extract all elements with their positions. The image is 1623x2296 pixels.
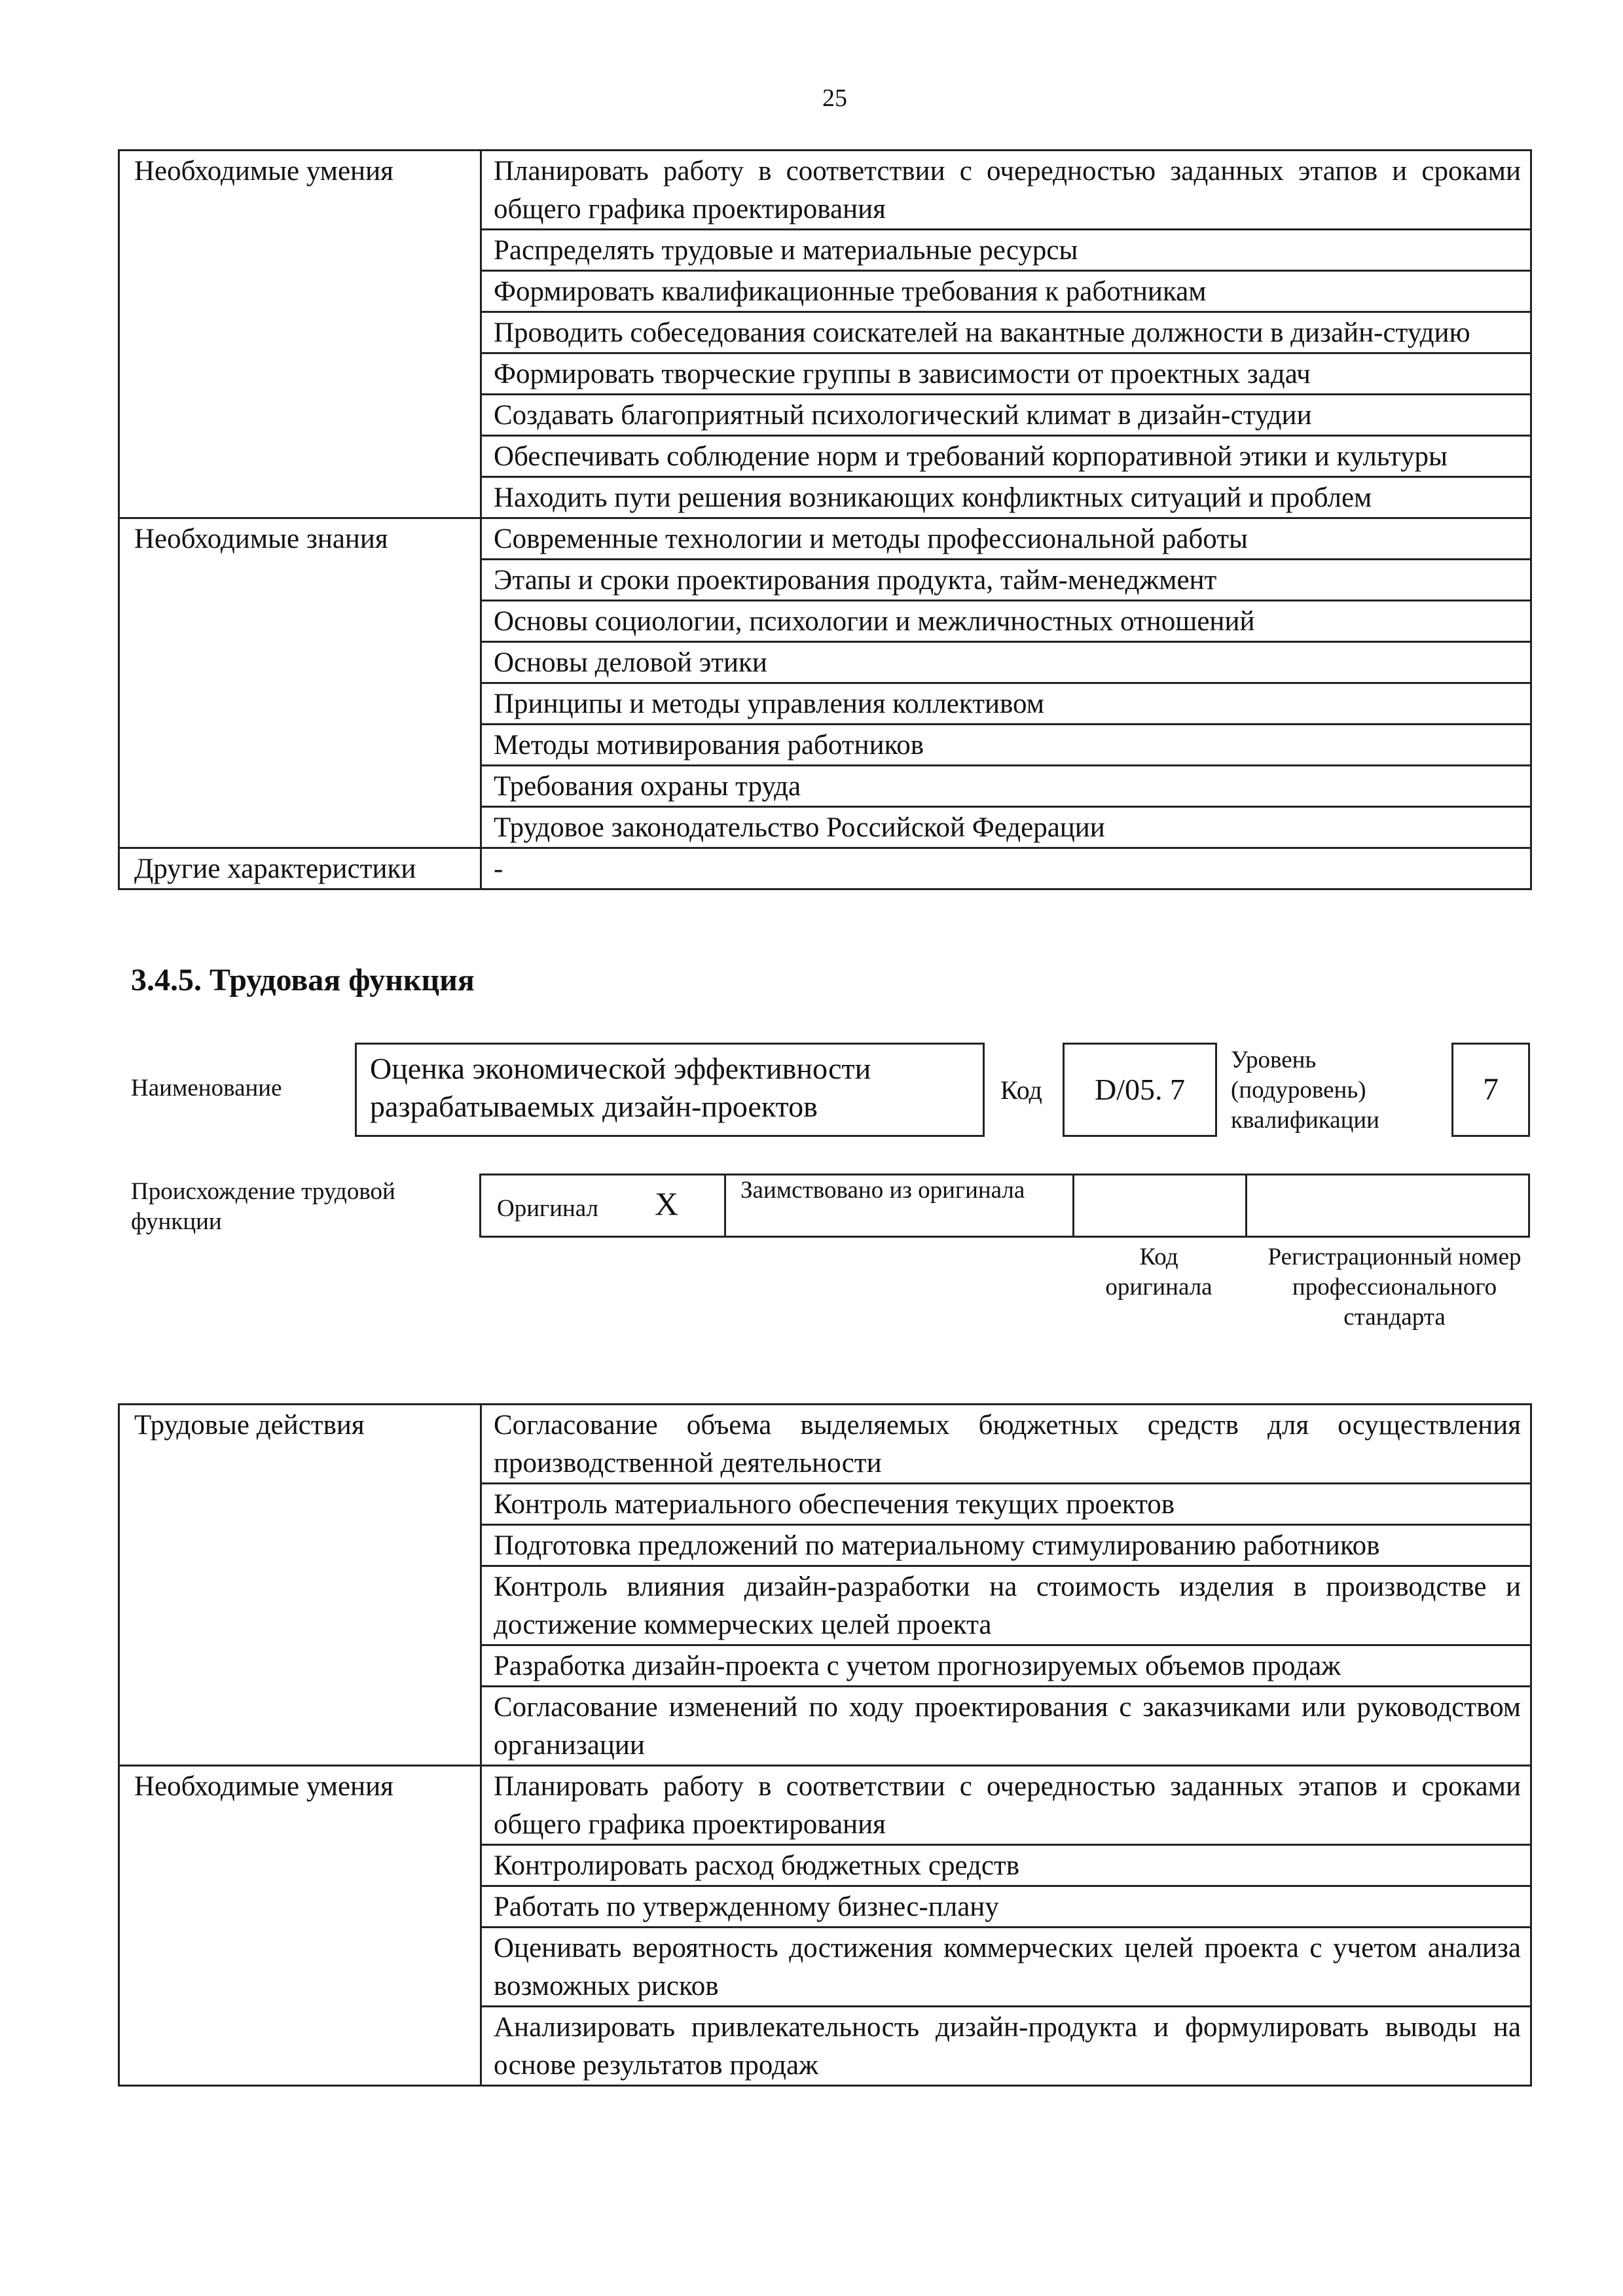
table-bottom-body [119,1405,1531,2086]
level-label-line2: (подуровень) [1231,1077,1366,1103]
table-cell: Подготовка предложений по материальному стимулированию работников [481,1525,1531,1566]
table-row [119,848,1531,889]
qualification-level-value: 7 [1483,1072,1499,1107]
original-mark: X [655,1185,679,1222]
level-label-line3: квалификации [1231,1107,1379,1134]
origin-row [479,1174,1530,1238]
table-cell: Планировать работу в соответствии с очередностью заданных этапов и сроками общего графика проектирования [481,151,1531,230]
table-cell: - [481,848,1531,889]
table-row [119,1766,1531,1845]
table-cell: Согласование изменений по ходу проектирования с заказчиками или руководством организации [481,1687,1531,1766]
table-cell: Этапы и сроки проектирования продукта, тайм-менеджмент [481,560,1531,601]
origin-code-cell [1074,1175,1247,1236]
origin-original-cell [481,1175,726,1236]
row-group-label: Необходимые знания [119,518,481,848]
section-heading: 3.4.5. Трудовая функция [131,963,475,997]
table-cell: Основы деловой этики [481,642,1531,683]
table-row [119,151,1531,230]
table-cell: Работать по утвержденному бизнес-плану [481,1886,1531,1928]
requirements-table-bottom [118,1403,1532,2087]
row-group-label: Трудовые действия [119,1405,481,1766]
table-cell: Разработка дизайн-проекта с учетом прогнозируемых объемов продаж [481,1645,1531,1687]
table-cell: Проводить собеседования соискателей на вакантные должности в дизайн-студию [481,312,1531,353]
table-cell: Основы социологии, психологии и межличностных отношений [481,601,1531,642]
function-code-value: D/05. 7 [1095,1073,1185,1106]
table-cell: Контроль влияния дизайн-разработки на стоимость изделия в производстве и достижение коммерческих целей проекта [481,1566,1531,1645]
row-group-label: Необходимые умения [119,151,481,518]
table-cell: Анализировать привлекательность дизайн-продукта и формулировать выводы на основе результатов продаж [481,2007,1531,2086]
table-cell: Создавать благоприятный психологический климат в дизайн-студии [481,395,1531,436]
borrowed-label: Заимствовано из оригинала [740,1177,1025,1204]
table-cell: Согласование объема выделяемых бюджетных средств для осуществления производственной деятельности [481,1405,1531,1484]
function-name-value: Оценка экономической эффективности разрабатываемых дизайн-проектов [370,1052,871,1123]
table-cell: Современные технологии и методы профессиональной работы [481,518,1531,560]
table-cell: Распределять трудовые и материальные ресурсы [481,230,1531,271]
page-number: 25 [822,84,847,112]
row-group-label: Необходимые умения [119,1766,481,2086]
code-original-caption: Код оригинала [1105,1244,1213,1300]
row-group-label: Другие характеристики [119,848,481,889]
table-cell: Принципы и методы управления коллективом [481,683,1531,725]
level-label-line1: Уровень [1231,1047,1317,1073]
origin-label: Происхождение трудовой функции [131,1178,395,1235]
original-label: Оригинал [497,1195,599,1222]
table-cell: Формировать квалификационные требования к работникам [481,271,1531,312]
table-cell: Контроль материального обеспечения текущих проектов [481,1484,1531,1525]
table-row [119,518,1531,560]
table-cell: Контролировать расход бюджетных средств [481,1845,1531,1886]
code-label: Код [1000,1075,1042,1105]
table-row [119,1405,1531,1484]
table-cell: Методы мотивирования работников [481,725,1531,766]
requirements-table-top [118,149,1532,890]
table-top-body [119,151,1531,889]
function-code-box [1063,1043,1217,1137]
table-cell: Трудовое законодательство Российской Федерации [481,807,1531,848]
table-cell: Формировать творческие группы в зависимости от проектных задач [481,353,1531,395]
name-label: Наименование [131,1075,282,1102]
origin-reg-number-cell [1247,1175,1532,1236]
table-cell: Требования охраны труда [481,766,1531,807]
table-cell: Обеспечивать соблюдение норм и требований корпоративной этики и культуры [481,436,1531,477]
origin-borrowed-cell [726,1175,1074,1236]
level-label [1231,1045,1379,1136]
table-cell: Находить пути решения возникающих конфликтных ситуаций и проблем [481,477,1531,518]
table-cell: Оценивать вероятность достижения коммерческих целей проекта с учетом анализа возможных рисков [481,1928,1531,2007]
qualification-level-box [1451,1043,1530,1137]
table-cell: Планировать работу в соответствии с очередностью заданных этапов и сроками общего графика проектирования [481,1766,1531,1845]
reg-number-caption: Регистрационный номер профессионального стандарта [1267,1244,1522,1331]
function-name-box [355,1043,985,1137]
